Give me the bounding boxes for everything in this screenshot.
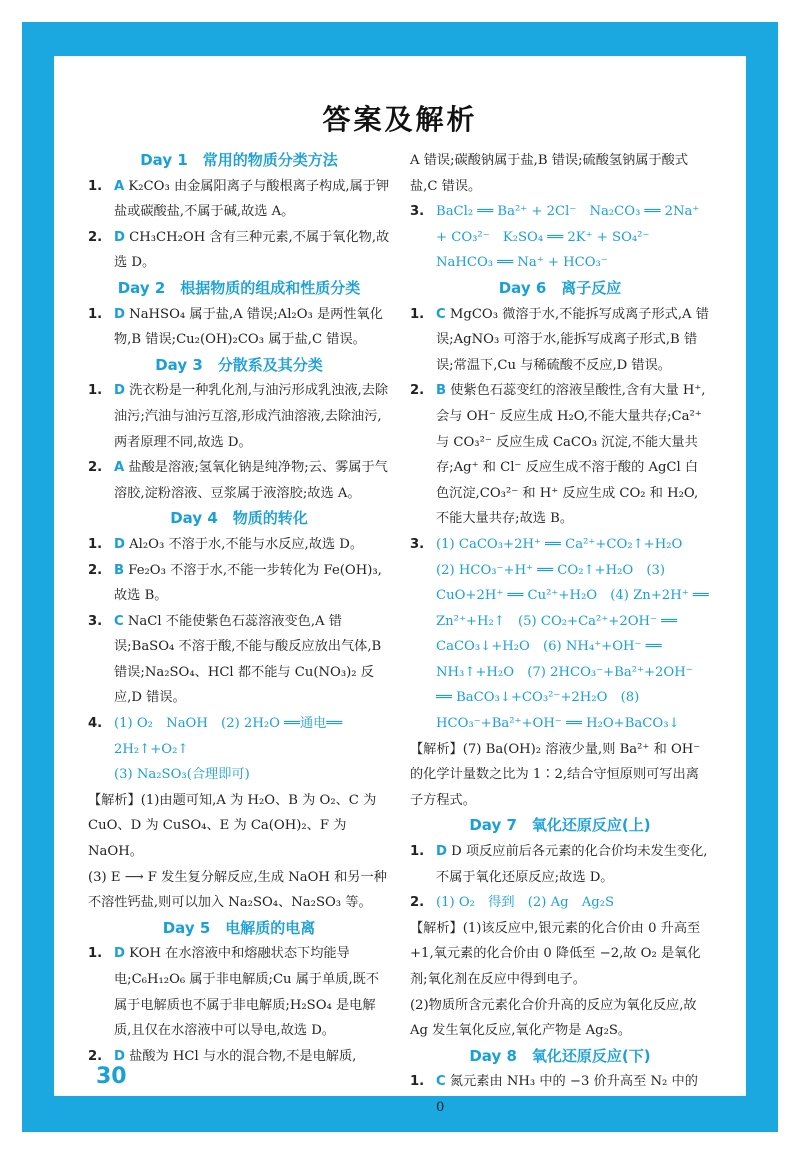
item-number: 3. [410, 204, 425, 220]
day-heading: Day 3 分散系及其分类 [155, 355, 323, 374]
explanation-text: 氮元素由 NH₃ 中的 −3 价升高至 N₂ 中的 0 [436, 1074, 698, 1115]
answer-choice: A [114, 178, 125, 194]
item-number: 1. [88, 306, 103, 322]
day-heading: Day 8 氧化还原反应(下) [469, 1046, 651, 1065]
explanation-text: 使紫色石蕊变红的溶液呈酸性,含有大量 H⁺,会与 OH⁻ 反应生成 H₂O,不能大量共存;Ca²⁺ 与 CO₃²⁻ 反应生成 CaCO₃ 沉淀,不能大量共存;Ag⁺ 和 Cl⁻ 反应生成不溶于酸的 AgCl 白色沉淀,CO₃²⁻ 和 H⁺ 反应生成 CO₂ 和 H₂O,不能大量共存;故选 B。 [436, 383, 706, 527]
explanation-continued: A 错误;碳酸钠属于盐,B 错误;硫酸氢钠属于酸式盐,C 错误。 [410, 153, 689, 194]
answer-item [88, 558, 390, 609]
answer-choice: B [114, 562, 125, 578]
item-number: 1. [410, 844, 425, 860]
answer-item [410, 302, 710, 379]
day-heading: Day 1 常用的物质分类方法 [140, 151, 338, 169]
analysis-text: (2)物质所含元素化合价升高的反应为氧化反应,故 Ag 发生氧化反应,氧化产物是 Ag₂S。 [410, 997, 697, 1039]
analysis-text: 【解析】(1)该反应中,银元素的化合价由 0 升高至 +1,氧元素的化合价由 0 降低至 −2,故 O₂ 是氧化剂;氧化剂在反应中得到电子。 [410, 920, 701, 987]
answer-item [410, 199, 710, 276]
day-heading: Day 6 离子反应 [498, 278, 622, 297]
day-heading: Day 4 物质的转化 [170, 509, 308, 528]
item-number: 1. [410, 1074, 425, 1090]
explanation-text: 盐酸为 HCl 与水的混合物,不是电解质, [129, 1048, 357, 1064]
answer-choice: C [436, 1074, 446, 1090]
right-column [410, 148, 710, 1121]
explanation-text: NaCl 不能使紫色石蕊溶液变色,A 错误;BaSO₄ 不溶于酸,不能与酸反应放出气体,B 错误;Na₂SO₄、HCl 都不能与 Cu(NO₃)₂ 反应,D 错误。 [114, 613, 382, 706]
answer-choice: D [114, 229, 125, 245]
answer-choice: D [114, 383, 125, 399]
answer-item [410, 378, 710, 532]
item-number: 3. [410, 536, 425, 552]
answer-item [410, 890, 710, 916]
day-heading: Day 2 根据物质的组成和性质分类 [117, 278, 361, 297]
explanation-text: Al₂O₃ 不溶于水,不能与水反应,故选 D。 [129, 536, 364, 552]
explanation-text: 洗衣粉是一种乳化剂,与油污形成乳浊液,去除油污;汽油与油污互溶,形成汽油溶液,去除油污,两者原理不同,故选 D。 [114, 383, 389, 450]
explanation-text: MgCO₃ 微溶于水,不能拆写成离子形式,A 错误;AgNO₃ 可溶于水,能拆写成离子形式,B 错误;常温下,Cu 与稀硫酸不反应,D 错误。 [436, 306, 709, 373]
answer-item [410, 1069, 710, 1120]
item-number: 2. [88, 1048, 103, 1064]
analysis-text: (3) E ⟶ F 发生复分解反应,生成 NaOH 和另一种不溶性钙盐,则可以加入 Na₂SO₄、Na₂SO₃ 等。 [88, 869, 387, 911]
answer-choice: D [114, 306, 125, 322]
answer-item [88, 711, 390, 788]
answer-text: (1) CaCO₃+2H⁺ ══ Ca²⁺+CO₂↑+H₂O (2) HCO₃⁻+H⁺ ══ CO₂↑+H₂O (3) CuO+2H⁺ ══ Cu²⁺+H₂O (4) Zn+2H⁺ ══ Zn²⁺+H₂↑ (5) CO₂+Ca²⁺+2OH⁻ ══ CaCO₃↓+H₂O (6) NH₄⁺+OH⁻ ══ NH₃↑+H₂O (7) 2HCO₃⁻+Ba²⁺+2OH⁻ ══ BaCO₃↓+CO₃²⁻+2H₂O (8) HCO₃⁻+Ba²⁺+OH⁻ ══ H₂O+BaCO₃↓ [436, 536, 709, 732]
explanation-text: D 项反应前后各元素的化合价均未发生变化,不属于氧化还原反应;故选 D。 [436, 844, 708, 885]
answer-choice: D [436, 844, 447, 860]
answer-choice: D [114, 1048, 125, 1064]
item-number: 1. [88, 383, 103, 399]
item-number: 2. [410, 383, 425, 399]
explanation-text: K₂CO₃ 由金属阳离子与酸根离子构成,属于钾盐或碳酸盐,不属于碱,故选 A。 [114, 178, 390, 220]
answer-text: (1) O₂ NaOH (2) 2H₂O ══通电══ 2H₂↑+O₂↑ [114, 716, 343, 757]
analysis-text: 【解析】(7) Ba(OH)₂ 溶液少量,则 Ba²⁺ 和 OH⁻ 的化学计量数之比为 1∶2,结合守恒原则可写出离子方程式。 [410, 741, 701, 808]
explanation-text: 盐酸是溶液;氢氧化钠是纯净物;云、雾属于气溶胶,淀粉溶液、豆浆属于液溶胶;故选 A。 [114, 460, 388, 501]
answer-item [88, 455, 390, 506]
answer-item [88, 1044, 390, 1070]
item-number: 4. [88, 716, 103, 732]
answer-text: (3) Na₂SO₃(合理即可) [114, 767, 250, 783]
explanation-text: KOH 在水溶液中和熔融状态下均能导电;C₆H₁₂O₆ 属于非电解质;Cu 属于单质,既不属于电解质也不属于非电解质;H₂SO₄ 是电解质,且仅在水溶液中可以导电,故选 D。 [114, 946, 380, 1039]
explanation-text: Fe₂O₃ 不溶于水,不能一步转化为 Fe(OH)₃,故选 B。 [114, 562, 382, 604]
item-number: 2. [410, 895, 425, 911]
left-border-bar [22, 22, 54, 1132]
answer-text: BaCl₂ ══ Ba²⁺ + 2Cl⁻ Na₂CO₃ ══ 2Na⁺ + CO₃²⁻ K₂SO₄ ══ 2K⁺ + SO₄²⁻ NaHCO₃ ══ Na⁺ + HCO₃⁻ [436, 204, 700, 271]
day-heading: Day 5 电解质的电离 [162, 918, 316, 937]
right-border-bar [746, 22, 778, 1132]
answer-item [410, 532, 710, 737]
item-number: 3. [88, 613, 103, 629]
answer-choice: C [114, 613, 124, 629]
item-number: 2. [88, 562, 103, 578]
answer-choice: D [114, 946, 125, 962]
answer-item [88, 174, 390, 225]
explanation-text: NaHSO₄ 属于盐,A 错误;Al₂O₃ 是两性氧化物,B 错误;Cu₂(OH)₂CO₃ 属于盐,C 错误。 [114, 306, 383, 348]
answer-item [88, 532, 390, 558]
answer-item [88, 225, 390, 276]
item-number: 1. [88, 178, 103, 194]
answer-text: (1) O₂ 得到 (2) Ag Ag₂S [436, 895, 615, 911]
day-heading: Day 7 氧化还原反应(上) [469, 816, 651, 835]
item-number: 2. [88, 460, 103, 476]
item-number: 1. [88, 536, 103, 552]
answer-choice: D [114, 536, 125, 552]
answer-item [88, 609, 390, 711]
item-number: 2. [88, 229, 103, 245]
answer-choice: C [436, 306, 446, 322]
left-column [88, 148, 390, 1069]
answer-item [88, 941, 390, 1043]
item-number: 1. [410, 306, 425, 322]
explanation-text: CH₃CH₂OH 含有三种元素,不属于氧化物,故选 D。 [114, 229, 390, 271]
answer-choice: B [436, 383, 447, 399]
answer-item [88, 378, 390, 455]
answer-choice: A [114, 460, 125, 476]
page-title: 答案及解析 [322, 103, 478, 136]
analysis-text: 【解析】(1)由题可知,A 为 H₂O、B 为 O₂、C 为 CuO、D 为 CuSO₄、E 为 Ca(OH)₂、F 为 NaOH。 [88, 792, 377, 860]
item-number: 1. [88, 946, 103, 962]
answer-item [88, 302, 390, 353]
answer-item [410, 839, 710, 890]
page-number: 30 [96, 1064, 127, 1089]
top-border-bar [22, 22, 778, 56]
